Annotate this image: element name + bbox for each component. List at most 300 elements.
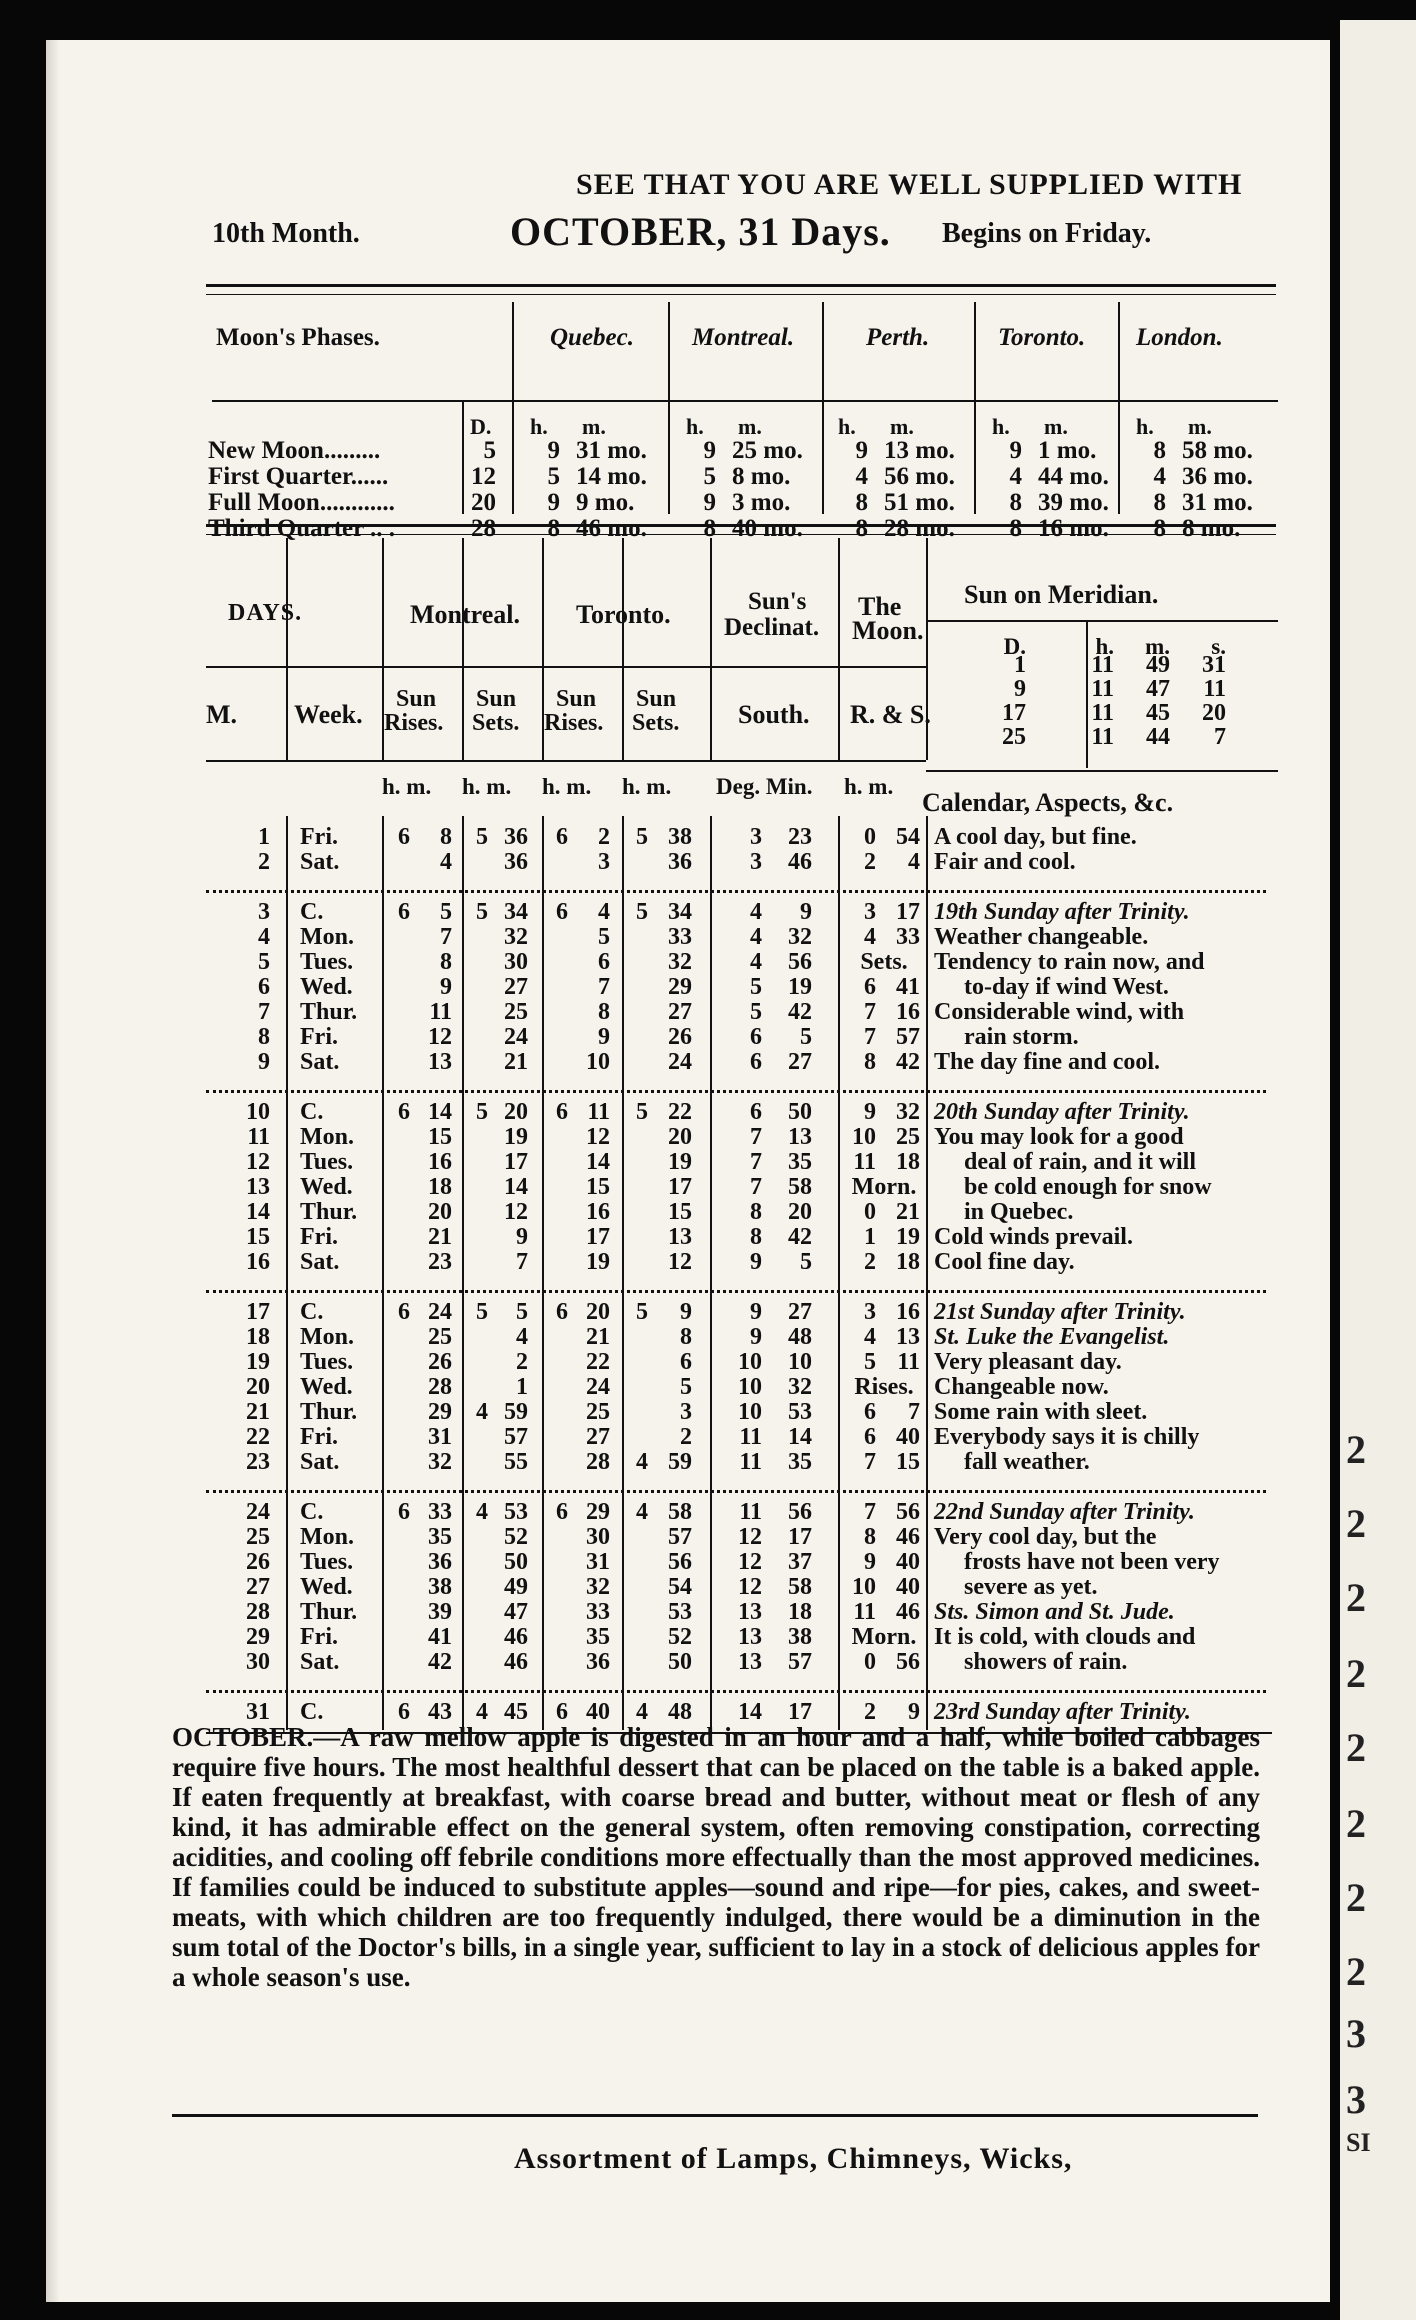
- day-of-week: Fri.: [300, 1424, 338, 1450]
- calendar-note: Cool fine day.: [934, 1249, 1075, 1275]
- week-separator: [206, 890, 1266, 893]
- montreal-set-minute: 17: [504, 1149, 528, 1175]
- calendar-day-row: [46, 975, 1330, 1000]
- declination-minutes: 19: [788, 974, 812, 1000]
- moon-minute: 40: [896, 1574, 920, 1600]
- calendar-day-row: [46, 1175, 1330, 1200]
- meridian-value: 20: [1202, 700, 1226, 726]
- calendar-day-row: [46, 1650, 1330, 1675]
- toronto-rise-minute: 8: [598, 999, 610, 1025]
- paragraph-text: —A raw mellow apple is digested in an hour and a half, while boiled cabbages require five hours. The most healthful dessert that can be placed on the table is a baked apple. If eaten frequently at breakfast, with coarse bread and butter, without meat or flesh of any kind, it has admirable effect on the general system, often removing constipation, correcting acidities, and cooling off febrile conditions more effectually than the most approved medicines. If families could be induced to substitute apples—sound and ripe—for pies, cakes, and sweet-meats, with which children are too frequently indulged, there would be a diminution in the sum total of the Doctor's bills, in a single year, sufficient to lay in a stock of delicious apples for a whole season's use.: [172, 1722, 1260, 1992]
- moon-heading-underline: [212, 400, 1278, 402]
- m-column-heading: m.: [738, 414, 762, 439]
- moon-phase-hour: 8: [547, 515, 560, 542]
- declination-minutes: 17: [788, 1699, 812, 1725]
- declination-degrees: 4: [750, 949, 762, 975]
- toronto-rise-minute: 28: [586, 1449, 610, 1475]
- calendar-day-row: [46, 1375, 1330, 1400]
- declination-degrees: 9: [750, 1324, 762, 1350]
- moon-minute: 54: [896, 824, 920, 850]
- moon-hour: 1: [864, 1224, 876, 1250]
- day-of-month: 25: [246, 1524, 270, 1550]
- calendar-note: in Quebec.: [964, 1199, 1074, 1225]
- moon-phase-minutes: 3 mo.: [732, 489, 791, 516]
- moon-phase-name: New Moon.........: [208, 437, 381, 464]
- day-of-month: 28: [246, 1599, 270, 1625]
- toronto-rise-minute: 20: [586, 1299, 610, 1325]
- montreal-rise-minute: 8: [440, 949, 452, 975]
- sun-rises-heading-1: Sun: [556, 686, 597, 712]
- day-of-week: Fri.: [300, 1224, 338, 1250]
- declination-minutes: 58: [788, 1174, 812, 1200]
- calendar-day-row: [46, 1425, 1330, 1450]
- day-of-month: 26: [246, 1549, 270, 1575]
- montreal-set-minute: 7: [516, 1249, 528, 1275]
- adjacent-page-number: 2: [1346, 1801, 1366, 1846]
- almanac-page: [46, 40, 1330, 2302]
- toronto-set-minute: 48: [668, 1699, 692, 1725]
- day-of-week: Fri.: [300, 824, 338, 850]
- toronto-rise-minute: 3: [598, 849, 610, 875]
- month-label: 10th Month.: [212, 218, 360, 249]
- montreal-rise-minute: 14: [428, 1099, 452, 1125]
- moon-table-column-rule: [668, 302, 670, 514]
- montreal-set-minute: 4: [516, 1324, 528, 1350]
- adjacent-page-number: 2: [1346, 1875, 1366, 1920]
- toronto-rise-minute: 14: [586, 1149, 610, 1175]
- calendar-day-row: [46, 1025, 1330, 1050]
- moon-table-column-rule: [822, 302, 824, 514]
- moon-phase-hour: 8: [855, 489, 868, 516]
- toronto-set-minute: 56: [668, 1549, 692, 1575]
- calendar-note: rain storm.: [964, 1024, 1079, 1050]
- toronto-rise-minute: 25: [586, 1399, 610, 1425]
- montreal-set-minute: 36: [504, 824, 528, 850]
- montreal-set-minute: 2: [516, 1349, 528, 1375]
- day-of-month: 2: [258, 849, 270, 875]
- moon-minute: 42: [896, 1049, 920, 1075]
- day-of-week: Wed.: [300, 1574, 353, 1600]
- montreal-set-minute: 55: [504, 1449, 528, 1475]
- montreal-rise-minute: 36: [428, 1549, 452, 1575]
- moon-hour: 6: [864, 1399, 876, 1425]
- declination-degrees: 10: [738, 1349, 762, 1375]
- day-of-month: 6: [258, 974, 270, 1000]
- adjacent-page-number: 2: [1346, 1427, 1366, 1472]
- calendar-note: Changeable now.: [934, 1374, 1109, 1400]
- moon-minute: 7: [908, 1399, 920, 1425]
- moon-minute: 46: [896, 1524, 920, 1550]
- moon-phase-hour: 9: [547, 437, 560, 464]
- moon-phase-minutes: 8 mo.: [732, 463, 791, 490]
- calendar-note: severe as yet.: [964, 1574, 1098, 1600]
- calendar-note: Everybody says it is chilly: [934, 1424, 1200, 1450]
- rs-heading: R. & S.: [850, 700, 931, 729]
- day-of-week: Fri.: [300, 1624, 338, 1650]
- day-of-week: Wed.: [300, 1174, 353, 1200]
- top-banner: SEE THAT YOU ARE WELL SUPPLIED WITH: [576, 168, 1243, 201]
- moon-hour: 5: [864, 1349, 876, 1375]
- day-of-month: 17: [246, 1299, 270, 1325]
- day-of-month: 7: [258, 999, 270, 1025]
- toronto-rise-hour: 6: [556, 1499, 568, 1525]
- declination-minutes: 9: [800, 899, 812, 925]
- meridian-value: 31: [1202, 652, 1226, 678]
- montreal-rise-minute: 32: [428, 1449, 452, 1475]
- day-of-month: 31: [246, 1699, 270, 1725]
- calendar-day-row: [46, 1400, 1330, 1425]
- toronto-rise-minute: 30: [586, 1524, 610, 1550]
- day-of-month: 24: [246, 1499, 270, 1525]
- moon-phase-minutes: 58 mo.: [1182, 437, 1253, 464]
- units-toronto-set: h. m.: [622, 774, 672, 799]
- meridian-heading: Sun on Meridian.: [964, 580, 1159, 609]
- day-of-month: 23: [246, 1449, 270, 1475]
- montreal-set-minute: 36: [504, 849, 528, 875]
- sun-sets-heading-1: Sun: [476, 686, 517, 712]
- moon-phase-hour: 8: [855, 515, 868, 542]
- meridian-value: 11: [1091, 700, 1114, 726]
- meridian-value: 1: [1014, 652, 1026, 678]
- moon-phase-minutes: 25 mo.: [732, 437, 803, 464]
- day-of-month: 14: [246, 1199, 270, 1225]
- toronto-set-minute: 6: [680, 1349, 692, 1375]
- moon-hour: 10: [852, 1124, 876, 1150]
- moon-phase-name: Full Moon............: [208, 489, 395, 516]
- montreal-set-minute: 30: [504, 949, 528, 975]
- declination-degrees: 7: [750, 1124, 762, 1150]
- montreal-set-minute: 20: [504, 1099, 528, 1125]
- day-of-week: Tues.: [300, 1549, 354, 1575]
- toronto-rise-minute: 4: [598, 899, 610, 925]
- calendar-note: 21st Sunday after Trinity.: [934, 1299, 1186, 1325]
- day-of-month: 30: [246, 1649, 270, 1675]
- montreal-rise-minute: 29: [428, 1399, 452, 1425]
- montreal-rise-hour: 6: [398, 824, 410, 850]
- declination-degrees: 12: [738, 1549, 762, 1575]
- day-of-month: 10: [246, 1099, 270, 1125]
- moon-hour: 7: [864, 1499, 876, 1525]
- montreal-rise-hour: 6: [398, 1499, 410, 1525]
- calendar-note: Fair and cool.: [934, 849, 1076, 875]
- montreal-rise-minute: 35: [428, 1524, 452, 1550]
- calendar-day-row: [46, 1500, 1330, 1525]
- moon-phase-hour: 4: [1153, 463, 1166, 490]
- toronto-rise-minute: 35: [586, 1624, 610, 1650]
- moon-minute: 18: [896, 1249, 920, 1275]
- toronto-set-minute: 22: [668, 1099, 692, 1125]
- toronto-set-hour: 5: [636, 1099, 648, 1125]
- moon-hour: 6: [864, 1424, 876, 1450]
- calendar-column-rule: [462, 538, 464, 760]
- calendar-note: Sts. Simon and St. Jude.: [934, 1599, 1175, 1625]
- moon-hour: 2: [864, 849, 876, 875]
- day-of-week: Thur.: [300, 1399, 358, 1425]
- toronto-rise-minute: 11: [587, 1099, 610, 1125]
- declination-minutes: 5: [800, 1249, 812, 1275]
- declination-minutes: 27: [788, 1049, 812, 1075]
- montreal-set-minute: 46: [504, 1624, 528, 1650]
- toronto-rise-minute: 16: [586, 1199, 610, 1225]
- moon-minute: 56: [896, 1499, 920, 1525]
- moon-phase-day: 20: [471, 489, 496, 516]
- meridian-value: 25: [1002, 724, 1026, 750]
- meridian-value: 49: [1146, 652, 1170, 678]
- m-column-heading: m.: [1188, 414, 1212, 439]
- day-of-month: 1: [258, 824, 270, 850]
- moon-minute: 41: [896, 974, 920, 1000]
- declinat-heading-1: Sun's: [748, 588, 807, 615]
- page-title: OCTOBER, 31 Days.: [510, 209, 891, 254]
- calendar-column-rule: [838, 538, 840, 760]
- moon-phase-minutes: 14 mo.: [576, 463, 647, 490]
- moon-phase-minutes: 56 mo.: [884, 463, 955, 490]
- moon-hour: 7: [864, 1024, 876, 1050]
- declination-degrees: 11: [739, 1499, 762, 1525]
- day-of-week: Mon.: [300, 1324, 354, 1350]
- toronto-set-minute: 20: [668, 1124, 692, 1150]
- day-of-week: Fri.: [300, 1024, 338, 1050]
- adjacent-page-number: 2: [1346, 1949, 1366, 1994]
- declination-minutes: 57: [788, 1649, 812, 1675]
- toronto-set-minute: 17: [668, 1174, 692, 1200]
- declination-degrees: 10: [738, 1399, 762, 1425]
- day-of-week: Tues.: [300, 1149, 354, 1175]
- toronto-rise-minute: 31: [586, 1549, 610, 1575]
- moon-phase-hour: 8: [1153, 437, 1166, 464]
- calendar-note: 23rd Sunday after Trinity.: [934, 1699, 1191, 1725]
- declination-minutes: 38: [788, 1624, 812, 1650]
- montreal-set-hour: 4: [476, 1499, 488, 1525]
- adjacent-page-number: 2: [1346, 1501, 1366, 1546]
- calendar-note: Very pleasant day.: [934, 1349, 1122, 1375]
- calendar-day-row: [46, 1250, 1330, 1275]
- toronto-set-hour: 4: [636, 1699, 648, 1725]
- montreal-rise-minute: 15: [428, 1124, 452, 1150]
- declination-minutes: 50: [788, 1099, 812, 1125]
- calendar-note: 19th Sunday after Trinity.: [934, 899, 1190, 925]
- day-of-week: Sat.: [300, 1049, 340, 1075]
- montreal-set-minute: 47: [504, 1599, 528, 1625]
- montreal-rise-minute: 41: [428, 1624, 452, 1650]
- day-of-week: Thur.: [300, 999, 358, 1025]
- moon-phase-hour: 9: [703, 489, 716, 516]
- meridian-value: 7: [1214, 724, 1226, 750]
- day-of-week: C.: [300, 1699, 324, 1725]
- units-moon: h. m.: [844, 774, 894, 799]
- montreal-set-minute: 14: [504, 1174, 528, 1200]
- montreal-rise-hour: 6: [398, 1099, 410, 1125]
- week-separator: [206, 1490, 1266, 1493]
- moon-minute: 16: [896, 1299, 920, 1325]
- day-of-week: Mon.: [300, 1524, 354, 1550]
- toronto-rise-minute: 15: [586, 1174, 610, 1200]
- toronto-rise-minute: 21: [586, 1324, 610, 1350]
- day-of-month: 5: [258, 949, 270, 975]
- day-of-month: 4: [258, 924, 270, 950]
- week-separator: [206, 1090, 1266, 1093]
- moon-phase-day: 5: [483, 437, 496, 464]
- toronto-rise-minute: 12: [586, 1124, 610, 1150]
- moon-heading-2: Moon.: [852, 616, 924, 645]
- city-header: Toronto.: [998, 324, 1086, 351]
- declination-degrees: 7: [750, 1174, 762, 1200]
- toronto-set-hour: 5: [636, 899, 648, 925]
- calendar-note: 20th Sunday after Trinity.: [934, 1099, 1190, 1125]
- declination-minutes: 42: [788, 1224, 812, 1250]
- meridian-value: 11: [1203, 676, 1226, 702]
- moon-phase-day: 28: [471, 515, 496, 542]
- city-header: Quebec.: [550, 324, 634, 351]
- moon-phase-minutes: 9 mo.: [576, 489, 635, 516]
- montreal-rise-minute: 39: [428, 1599, 452, 1625]
- meridian-value: 44: [1146, 724, 1170, 750]
- day-of-week: Sat.: [300, 1249, 340, 1275]
- moon-phase-minutes: 8 mo.: [1182, 515, 1241, 542]
- declination-minutes: 5: [800, 1024, 812, 1050]
- toronto-set-minute: 54: [668, 1574, 692, 1600]
- day-of-week: Mon.: [300, 924, 354, 950]
- montreal-set-minute: 53: [504, 1499, 528, 1525]
- day-of-month: 21: [246, 1399, 270, 1425]
- toronto-set-minute: 5: [680, 1374, 692, 1400]
- day-of-month: 20: [246, 1374, 270, 1400]
- city-header: Perth.: [866, 324, 930, 351]
- moon-hour: 2: [864, 1249, 876, 1275]
- montreal-rise-minute: 8: [440, 824, 452, 850]
- declination-minutes: 14: [788, 1424, 812, 1450]
- moon-phase-hour: 4: [855, 463, 868, 490]
- calendar-note: fall weather.: [964, 1449, 1090, 1475]
- montreal-set-minute: 50: [504, 1549, 528, 1575]
- toronto-set-minute: 9: [680, 1299, 692, 1325]
- calendar-note: Cold winds prevail.: [934, 1224, 1133, 1250]
- montreal-rise-minute: 43: [428, 1699, 452, 1725]
- moon-phase-hour: 8: [703, 515, 716, 542]
- toronto-set-minute: 26: [668, 1024, 692, 1050]
- moon-rise-set: Sets.: [860, 949, 908, 975]
- calendar-day-row: [46, 925, 1330, 950]
- moon-minute: 57: [896, 1024, 920, 1050]
- declination-minutes: 53: [788, 1399, 812, 1425]
- calendar-note: showers of rain.: [964, 1649, 1128, 1675]
- toronto-set-minute: 34: [668, 899, 692, 925]
- moon-phase-minutes: 39 mo.: [1038, 489, 1109, 516]
- calendar-day-row: [46, 1225, 1330, 1250]
- declination-minutes: 20: [788, 1199, 812, 1225]
- montreal-rise-minute: 12: [428, 1024, 452, 1050]
- h-column-heading: h.: [838, 414, 856, 439]
- toronto-rise-minute: 9: [598, 1024, 610, 1050]
- moon-phase-minutes: 28 mo.: [884, 515, 955, 542]
- toronto-set-minute: 50: [668, 1649, 692, 1675]
- declination-degrees: 9: [750, 1299, 762, 1325]
- moon-minute: 4: [908, 849, 920, 875]
- meridian-value: 11: [1091, 652, 1114, 678]
- montreal-set-minute: 52: [504, 1524, 528, 1550]
- moon-phase-hour: 5: [547, 463, 560, 490]
- declination-degrees: 3: [750, 849, 762, 875]
- moon-phase-name: First Quarter......: [208, 463, 389, 490]
- montreal-rise-minute: 31: [428, 1424, 452, 1450]
- declination-minutes: 35: [788, 1449, 812, 1475]
- toronto-rise-minute: 17: [586, 1224, 610, 1250]
- meridian-header-rule: [926, 620, 1278, 622]
- moon-table-column-rule: [512, 302, 514, 514]
- moon-table-column-rule: [1118, 302, 1120, 514]
- toronto-rise-minute: 5: [598, 924, 610, 950]
- moon-minute: 56: [896, 1649, 920, 1675]
- montreal-set-minute: 25: [504, 999, 528, 1025]
- calendar-note: The day fine and cool.: [934, 1049, 1161, 1075]
- toronto-set-hour: 4: [636, 1499, 648, 1525]
- montreal-set-minute: 57: [504, 1424, 528, 1450]
- declination-degrees: 13: [738, 1649, 762, 1675]
- units-montreal-rise: h. m.: [382, 774, 432, 799]
- moon-minute: 25: [896, 1124, 920, 1150]
- toronto-set-minute: 15: [668, 1199, 692, 1225]
- day-of-month: 29: [246, 1624, 270, 1650]
- declination-minutes: 17: [788, 1524, 812, 1550]
- moon-minute: 11: [897, 1349, 920, 1375]
- calendar-note: St. Luke the Evangelist.: [934, 1324, 1170, 1350]
- calendar-day-row: [46, 1200, 1330, 1225]
- declination-minutes: 42: [788, 999, 812, 1025]
- m-column-heading: m.: [582, 414, 606, 439]
- day-of-week: Sat.: [300, 1449, 340, 1475]
- city-header: Montreal.: [692, 324, 795, 351]
- montreal-set-hour: 5: [476, 1299, 488, 1325]
- moon-minute: 18: [896, 1149, 920, 1175]
- moon-phase-minutes: 31 mo.: [576, 437, 647, 464]
- calendar-note: It is cold, with clouds and: [934, 1624, 1196, 1650]
- h-column-heading: h.: [992, 414, 1010, 439]
- moon-minute: 15: [896, 1449, 920, 1475]
- montreal-set-minute: 9: [516, 1224, 528, 1250]
- day-of-month: 12: [246, 1149, 270, 1175]
- moon-hour: 8: [864, 1049, 876, 1075]
- moon-phase-hour: 9: [547, 489, 560, 516]
- calendar-day-row: [46, 1100, 1330, 1125]
- day-of-week: Thur.: [300, 1199, 358, 1225]
- city-header: London.: [1136, 324, 1223, 351]
- calendar-day-row: [46, 900, 1330, 925]
- moon-heading-1: The: [858, 592, 902, 621]
- moon-hour: 7: [864, 1449, 876, 1475]
- calendar-day-row: [46, 1300, 1330, 1325]
- moon-phase-name: Third Quarter .. .: [208, 515, 396, 542]
- toronto-set-minute: 59: [668, 1449, 692, 1475]
- calendar-note: frosts have not been very: [964, 1549, 1220, 1575]
- declination-minutes: 10: [788, 1349, 812, 1375]
- moon-minute: 21: [896, 1199, 920, 1225]
- calendar-header-midrule: [206, 666, 926, 668]
- toronto-set-minute: 53: [668, 1599, 692, 1625]
- toronto-rise-hour: 6: [556, 899, 568, 925]
- montreal-set-minute: 59: [504, 1399, 528, 1425]
- sun-sets-heading-1: Sun: [636, 686, 677, 712]
- montreal-set-minute: 32: [504, 924, 528, 950]
- moon-hour: 10: [852, 1574, 876, 1600]
- montreal-set-hour: 5: [476, 1099, 488, 1125]
- sun-sets-heading-2: Sets.: [632, 710, 680, 736]
- calendar-day-row: [46, 1625, 1330, 1650]
- day-of-month: 27: [246, 1574, 270, 1600]
- october-paragraph: [172, 1722, 1260, 1992]
- paragraph-lead: OCTOBER.: [172, 1722, 314, 1752]
- day-of-month: 8: [258, 1024, 270, 1050]
- calendar-day-row: [46, 1125, 1330, 1150]
